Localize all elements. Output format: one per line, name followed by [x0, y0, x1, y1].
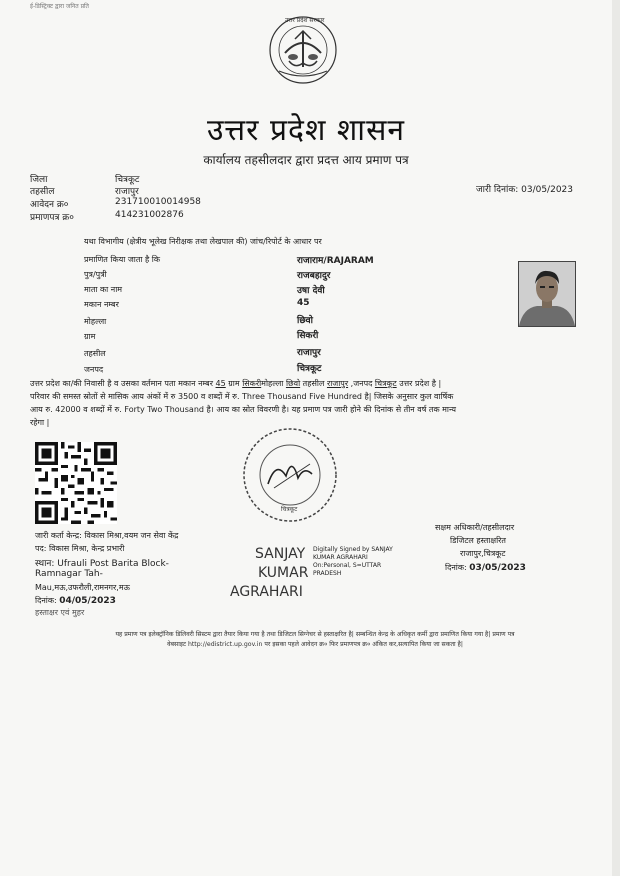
- tehsil-value: राजापुर: [115, 187, 139, 197]
- field-value: उषा देवी: [297, 286, 325, 296]
- authority-signature: डिजिटल हस्ताक्षरित: [450, 536, 506, 545]
- field-value: राजबहादुर: [297, 271, 331, 281]
- authority-date: [445, 562, 526, 573]
- statement-district: चित्रकूट: [374, 379, 397, 388]
- signature-stamp-label: हस्ताक्षर एवं मुहर: [35, 608, 85, 617]
- qr-code[interactable]: [35, 442, 117, 524]
- field-label: पुत्र/पुत्री: [84, 270, 107, 279]
- footer-line: वेबसाइट http://edistrict.up.gov.in पर इसका पहले आवेदन क्र० फिर प्रमाणपत्र क्र० अंकित कर,सत्यापित किया जा सकता है|: [167, 641, 463, 648]
- application-label: आवेदन क्र०: [30, 200, 69, 210]
- authority-date-label: दिनांक:: [445, 563, 470, 572]
- signer-name-line: AGRAHARI: [230, 584, 303, 600]
- seal-text: चित्रकूट: [281, 506, 298, 513]
- statement-mohalla: छिवो: [285, 379, 301, 388]
- tehsil-label: तहसील: [30, 187, 55, 197]
- residence-statement: [30, 378, 441, 389]
- authority-title: सक्षम अधिकारी/तहसीलदार: [435, 523, 515, 532]
- statement-text: ग्राम: [225, 379, 243, 388]
- statement-tehsil: राजापुर: [326, 379, 349, 388]
- certificate-label: प्रमाणपत्र क्र०: [30, 213, 74, 223]
- signer-name-line: SANJAY: [255, 546, 306, 562]
- field-label: तहसील: [84, 349, 106, 358]
- issuer-date-label: दिनांक:: [35, 596, 60, 605]
- field-value: छिवो: [297, 316, 313, 326]
- field-label: मोहल्ला: [84, 317, 107, 326]
- field-value: सिकरी: [297, 331, 319, 341]
- top-note: ई-डिस्ट्रिक्ट द्वारा जनित प्रति: [30, 3, 89, 10]
- issuer-date-value: 04/05/2023: [59, 596, 116, 606]
- statement-text: तहसील: [300, 379, 327, 388]
- signer-name-line: KUMAR: [258, 565, 309, 581]
- field-label: माता का नाम: [84, 285, 123, 294]
- issuer-place-line: स्थान: Ufrauli Post Barita Block-: [35, 559, 169, 569]
- digital-signature-note: KUMAR AGRAHARI: [313, 554, 368, 561]
- district-value: चित्रकूट: [115, 175, 140, 185]
- field-label: ग्राम: [84, 332, 96, 341]
- statement-text: ,जनपद: [348, 379, 375, 388]
- intro-line: यथा विभागीय (क्षेत्रीय भूलेख निरीक्षक तथा लेखपाल की) जांच/रिपोर्ट के आधार पर: [84, 237, 322, 246]
- paper-edge: [612, 0, 620, 876]
- income-statement-line: आय रु. 42000 व शब्दों में रु. Forty Two Thousand है। आय का स्रोत विवरणी है। यह प्रमाण पत्र जारी होने की दिनांक से तीन वर्ष तक मान्य: [30, 405, 457, 414]
- footer-note: [35, 630, 595, 650]
- emblem-text: उत्तर प्रदेश सरकार: [285, 17, 325, 24]
- field-label: मकान नम्बर: [84, 300, 119, 309]
- statement-village: सिकरी: [242, 379, 262, 388]
- field-value: राजापुर: [297, 348, 321, 358]
- issuer-designation: पद: विकास मिश्रा, केन्द्र प्रभारी: [35, 544, 125, 553]
- authority-place: राजापुर,चित्रकूट: [460, 549, 506, 558]
- validity-statement: रहेगा |: [30, 418, 50, 427]
- statement-text: उत्तर प्रदेश है |: [396, 379, 442, 388]
- statement-text: उत्तर प्रदेश का/की निवासी है व उसका वर्तमान पता मकान नम्बर: [30, 379, 216, 388]
- field-value: 45: [297, 298, 310, 308]
- issue-date: जारी दिनांक: 03/05/2023: [476, 185, 573, 195]
- issuer-place-line: Ramnagar Tah-: [35, 569, 103, 579]
- digital-signature-note: Digitally Signed by SANJAY: [313, 546, 393, 553]
- district-label: जिला: [30, 175, 48, 185]
- field-label: जनपद: [84, 365, 104, 374]
- authority-date-value: 03/05/2023: [469, 563, 526, 573]
- page-title: उत्तर प्रदेश शासन: [206, 113, 405, 148]
- certificate-number: 414231002876: [115, 210, 184, 220]
- statement-text: मोहल्ला: [261, 379, 286, 388]
- digital-signature-note: PRADESH: [313, 570, 342, 577]
- footer-line: यह प्रमाण पत्र इलेक्ट्रॉनिक डिलिवरी सिस्टम द्वारा तैयार किया गया है तथा डिजिटल सिग्नेचर से हस्ताक्षरित है| सम्बन्धित केन्द्र के अधिकृत कर्मी द्वारा प्रमाणित किया गया है| प्रमाण पत्र: [115, 631, 515, 638]
- field-value: चित्रकूट: [297, 364, 322, 374]
- page-subtitle: कार्यालय तहसीलदार द्वारा प्रदत्त आय प्रमाण पत्र: [203, 153, 409, 167]
- issuer-place-line: Mau,मऊ,उफरौली,रामनगर,मऊ: [35, 583, 130, 592]
- field-label: प्रमाणित किया जाता है कि: [84, 255, 161, 264]
- issuer-date: [35, 595, 116, 606]
- issuing-center: जारी कर्ता केन्द्र: विकास मिश्रा,वयम जन सेवा केंद्र: [35, 531, 179, 540]
- digital-signature-note: On:Personal, S=UTTAR: [313, 562, 382, 569]
- income-statement-line: परिवार की समस्त स्रोतों से मासिक आय अंकों में रु 3500 व शब्दों में रु. Three Thousand Five Hundred है| जिसके अनुसार कुल वार्षिक: [30, 392, 454, 401]
- statement-house: 45: [215, 379, 226, 388]
- field-value: राजाराम/RAJARAM: [297, 256, 374, 266]
- application-number: 231710010014958: [115, 197, 201, 207]
- applicant-photo: [518, 261, 576, 327]
- up-government-emblem: [265, 15, 341, 85]
